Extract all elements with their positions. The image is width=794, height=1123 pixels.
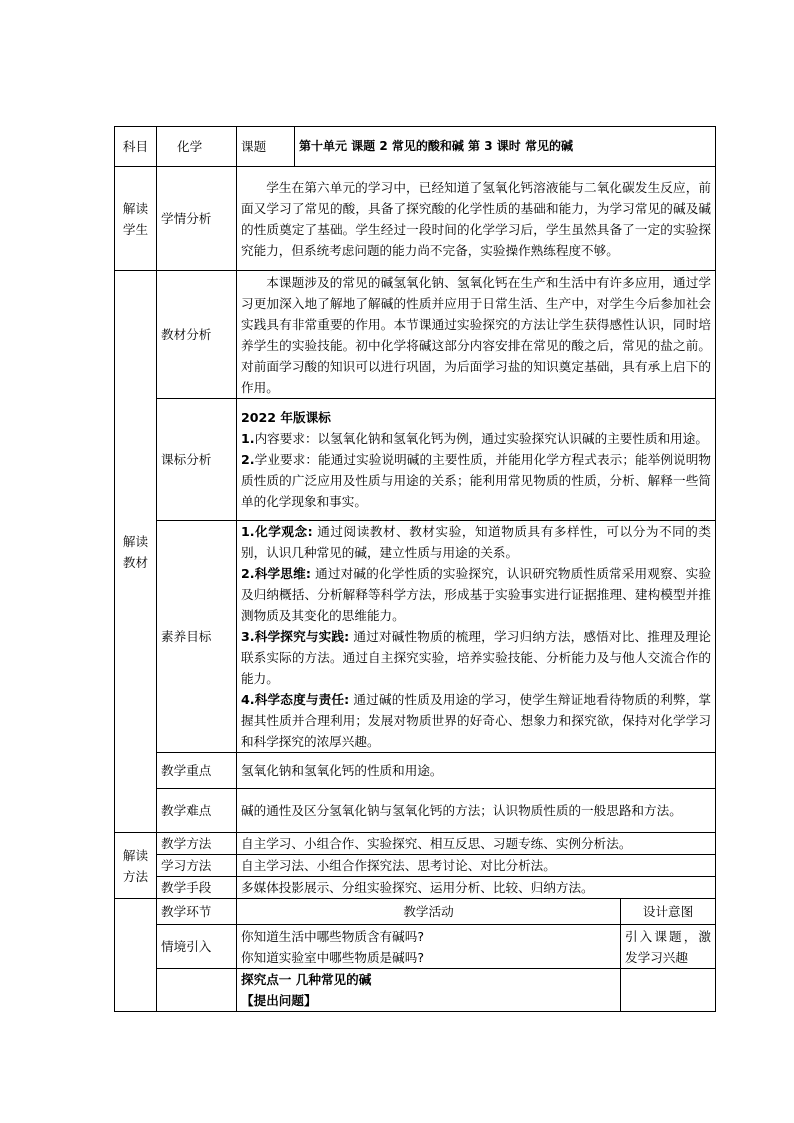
section-student-label: 解读学生: [115, 167, 157, 271]
literacy-item-text: 通过对碱的化学性质的实验探究，认识研究物质性质常采用观察、实验及归纳概括、分析解释等科学方法，形成基于实验事实进行证据推理、建构模型并推测物质及其变化的思维能力。: [241, 566, 712, 623]
literacy-goals-row: [115, 521, 716, 753]
difficulty-row: [115, 789, 716, 833]
difficulty-text: 碱的通性及区分氢氧化钠与氢氧化钙的方法；认识物质性质的一般思路和方法。: [237, 789, 716, 833]
topic-label: 课题: [237, 127, 295, 167]
literacy-item: [241, 521, 711, 563]
literacy-item-head: 2.科学思维:: [241, 566, 311, 581]
key-point-row: [115, 753, 716, 789]
literacy-item-text: 通过碱的性质及用途的学习，使学生辩证地看待物质的利弊，掌握其性质并合理利用；发展对物质世界的好奇心、想象力和探究欲，保持对化学学习和科学探究的浓厚兴趣。: [241, 692, 712, 749]
standard-req2-head: 2.: [241, 452, 255, 467]
student-analysis-label: 学情分析: [157, 167, 237, 271]
literacy-item: [241, 563, 711, 626]
learning-method-label: 学习方法: [157, 855, 237, 877]
explore-subheading: 【提出问题】: [241, 993, 317, 1008]
literacy-item: [241, 689, 711, 752]
literacy-goals-label: 素养目标: [157, 521, 237, 753]
standard-req1-head: 1.: [241, 431, 255, 446]
teaching-method-text: 自主学习、小组合作、实验探究、相互反思、习题专练、实例分析法。: [237, 833, 716, 855]
learning-method-text: 自主学习法、小组合作探究法、思考讨论、对比分析法。: [237, 855, 716, 877]
standard-requirement-1: [241, 428, 711, 449]
explore-step-blank: [157, 969, 237, 1012]
learning-method-row: [115, 855, 716, 877]
teaching-method-row: [115, 833, 716, 855]
standard-analysis-cell: [237, 399, 716, 521]
material-analysis-label: 教材分析: [157, 271, 237, 399]
standard-req1-text: 内容要求：以氢氧化钠和氢氧化钙为例，通过实验探究认识碱的主要性质和用途。: [254, 431, 708, 446]
topic-title: 第十单元 课题 2 常见的酸和碱 第 3 课时 常见的碱: [295, 127, 716, 167]
explore-row: [115, 969, 716, 1012]
intro-activity-cell: [237, 925, 621, 969]
material-analysis-text: 本课题涉及的常见的碱氢氧化钠、氢氧化钙在生产和生活中有许多应用，通过学习更加深入地了解地了解碱的性质并应用于日常生活、生产中，对学生今后参加社会实践具有非常重要的作用。本节课通过实验探究的方法让学生获得感性认识，同时培养学生的实验技能。初中化学将碱这部分内容安排在常见的酸之后，常见的盐之前。对前面学习酸的知识可以进行巩固，为后面学习盐的知识奠定基础，具有承上启下的作用。: [237, 271, 716, 399]
subject-label: 科目: [115, 127, 157, 167]
literacy-item-text: 通过阅读教材、教材实验，知道物质具有多样性，可以分为不同的类别，认识几种常见的碱，建立性质与用途的关系。: [241, 524, 712, 560]
literacy-item-text: 通过对碱性物质的梳理，学习归纳方法，感悟对比、推理及理论联系实际的方法。通过自主探究实验，培养实验技能、分析能力及与他人交流合作的能力。: [241, 629, 712, 686]
process-left-blank: [115, 899, 157, 1012]
col-intent-header: 设计意图: [621, 899, 716, 925]
key-point-label: 教学重点: [157, 753, 237, 789]
standard-req2-text: 学业要求：能通过实验说明碱的主要性质，并能用化学方程式表示；能举例说明物质性质的广泛应用及性质与用途的关系；能利用常见物质的性质，分析、解释一些简单的化学现象和事实。: [241, 452, 712, 509]
col-step-header: 教学环节: [157, 899, 237, 925]
section-method-label: 解读方法: [115, 833, 157, 899]
teaching-means-row: [115, 877, 716, 899]
student-analysis-text: 学生在第六单元的学习中，已经知道了氢氧化钙溶液能与二氧化碳发生反应，前面又学习了常见的酸，具备了探究酸的化学性质的基础和能力，为学习常见的碱及碱的性质奠定了基础。学生经过一段时间的化学学习后，学生虽然具备了一定的实验探究能力，但系统考虑问题的能力尚不完备，实验操作熟练程度不够。: [237, 167, 716, 271]
standard-requirement-2: [241, 449, 711, 512]
literacy-item-head: 3.科学探究与实践:: [241, 629, 350, 644]
material-analysis-row: [115, 271, 716, 399]
standard-analysis-row: [115, 399, 716, 521]
literacy-item-head: 4.科学态度与责任:: [241, 692, 350, 707]
teaching-method-label: 教学方法: [157, 833, 237, 855]
literacy-item: [241, 626, 711, 689]
difficulty-label: 教学难点: [157, 789, 237, 833]
intro-row: [115, 925, 716, 969]
teaching-means-label: 教学手段: [157, 877, 237, 899]
literacy-goals-cell: [237, 521, 716, 753]
literacy-item-head: 1.化学观念:: [241, 524, 313, 539]
intro-intent: 引入课题，激发学习兴趣: [621, 925, 716, 969]
explore-activity-cell: [237, 969, 621, 1012]
intro-label: 情境引入: [157, 925, 237, 969]
student-analysis-row: [115, 167, 716, 271]
lesson-plan-table: [114, 126, 716, 1012]
header-row: [115, 127, 716, 167]
intro-question-1: 你知道生活中哪些物质含有碱吗?: [241, 928, 424, 944]
process-header-row: [115, 899, 716, 925]
explore-intent-blank: [621, 969, 716, 1012]
teaching-means-text: 多媒体投影展示、分组实验探究、运用分析、比较、归纳方法。: [237, 877, 716, 899]
subject-value: 化学: [157, 127, 237, 167]
key-point-text: 氢氧化钠和氢氧化钙的性质和用途。: [237, 753, 716, 789]
section-textbook-label: 解读教材: [115, 271, 157, 833]
standard-analysis-label: 课标分析: [157, 399, 237, 521]
col-activity-header: 教学活动: [237, 899, 621, 925]
explore-title: 探究点一 几种常见的碱: [241, 972, 372, 987]
intro-question-2: 你知道实验室中哪些物质是碱吗?: [241, 949, 424, 965]
standard-version: 2022 年版课标: [241, 410, 331, 425]
